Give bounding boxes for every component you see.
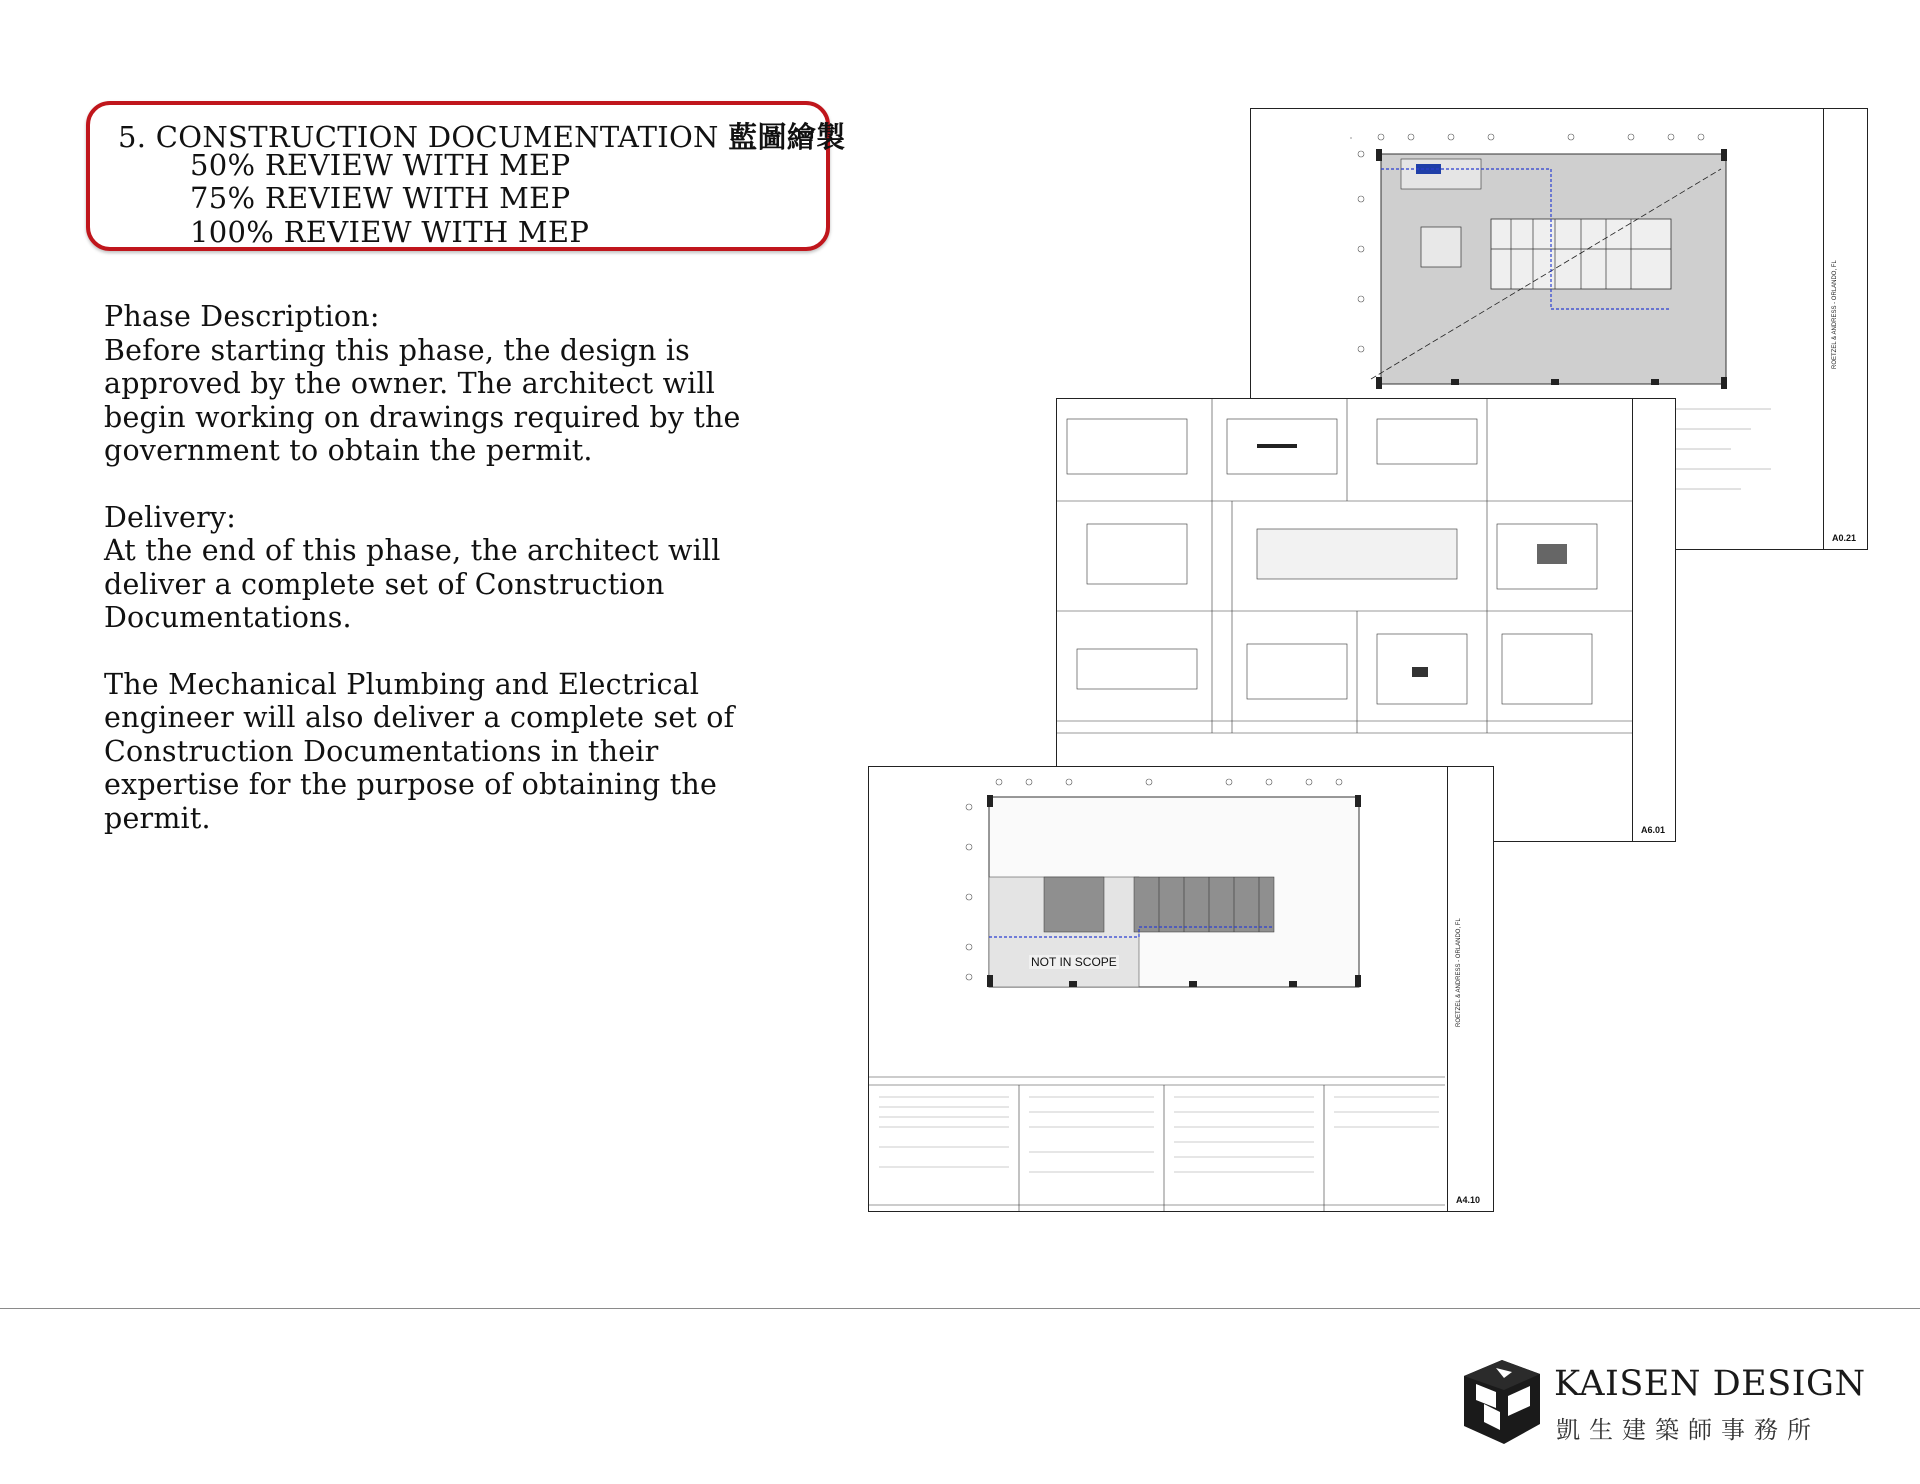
brand-name: KAISEN DESIGN [1554, 1364, 1866, 1404]
cube-logo-icon [1460, 1350, 1544, 1450]
description-heading: Phase Description: [104, 300, 380, 333]
not-in-scope-label: NOT IN SCOPE [1031, 955, 1117, 969]
review-100: 100% REVIEW WITH MEP [190, 215, 590, 249]
power-plan-drawing [869, 767, 1494, 1212]
titleblock-text: ROETZEL & ANDRESS - ORLANDO, FL [1832, 260, 1838, 369]
mep-text: The Mechanical Plumbing and Electrical engineer will also deliver a complete set of Construction Documentations in their expertise for the purpose of obtaining the permit. [104, 667, 735, 835]
drawing-sheet-a410 [868, 766, 1494, 1212]
sheet-number-a601: A6.01 [1641, 825, 1666, 835]
sheet-number-a021: A0.21 [1832, 533, 1857, 543]
footer-divider [0, 1308, 1920, 1309]
phase-title-en: 5. CONSTRUCTION DOCUMENTATION [118, 120, 729, 154]
titleblock-text-a410: ROETZEL & ANDRESS - ORLANDO, FL [1456, 918, 1462, 1027]
delivery-block [104, 501, 744, 635]
phase-body [104, 300, 744, 868]
brand-name-zh: 凱生建築師事務所 [1556, 1416, 1820, 1444]
sheet-number-a410: A4.10 [1456, 1195, 1481, 1205]
description-text: Before starting this phase, the design is approved by the owner. The architect will begin working on drawings required by the government to obtain the permit. [104, 333, 741, 467]
review-50: 50% REVIEW WITH MEP [190, 148, 571, 182]
mep-block [104, 668, 744, 836]
kaisen-logo [1460, 1350, 1866, 1460]
titleblock-a410 [1447, 767, 1494, 1211]
phase-title-zh: 藍圖繪製 [728, 120, 846, 154]
phase-header-box [86, 101, 846, 251]
titleblock-a021 [1823, 109, 1868, 549]
description-block [104, 300, 744, 468]
delivery-text: At the end of this phase, the architect will deliver a complete set of Construction Documentations. [104, 534, 721, 634]
delivery-heading: Delivery: [104, 500, 237, 534]
titleblock-a601 [1632, 399, 1676, 841]
review-75: 75% REVIEW WITH MEP [190, 181, 571, 215]
